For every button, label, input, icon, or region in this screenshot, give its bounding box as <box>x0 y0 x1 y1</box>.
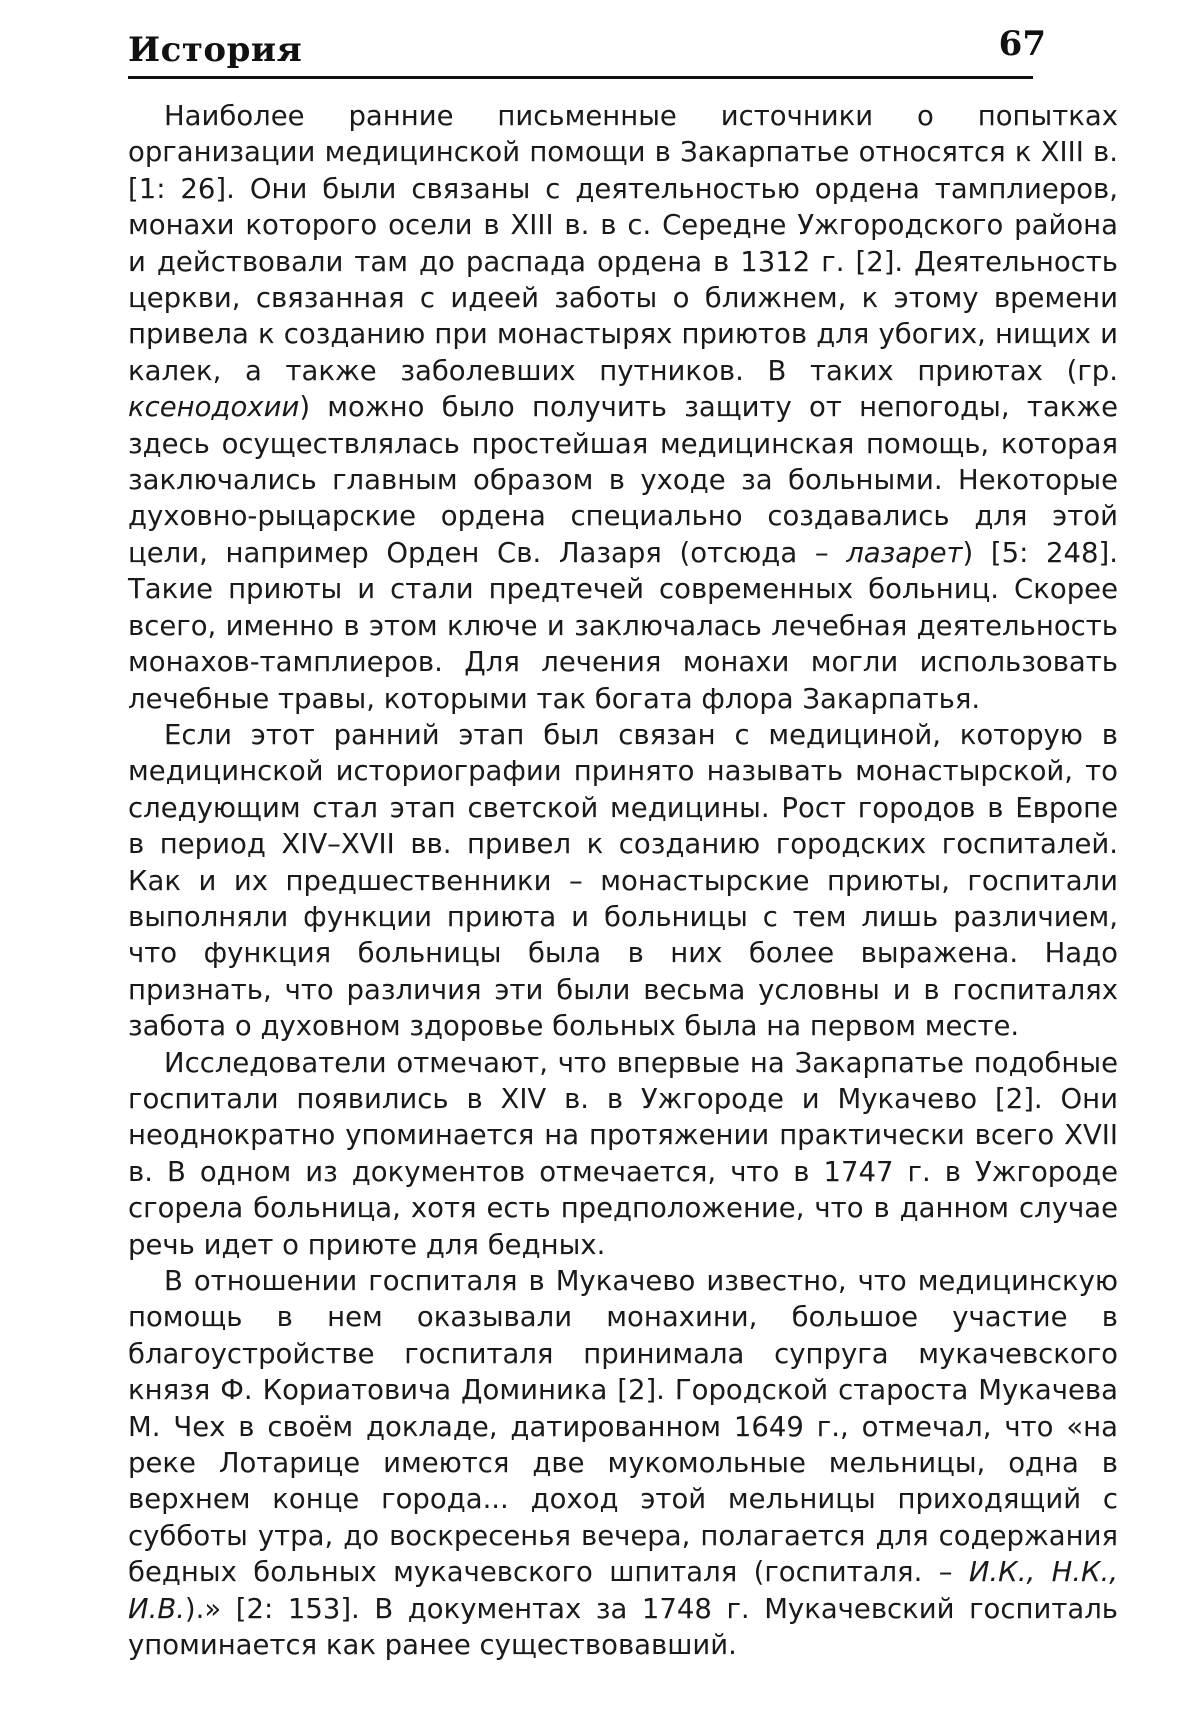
paragraph-text: Исследователи отмечают, что впервые на Закарпатье подобные госпитали появились в XIV в. в Ужгороде и Мукачево [2]. Они неоднократно упоминается на протяжении практически всего XVII в. В одном из документов отмечается, что в 1747 г. в Ужгороде сгорела больница, хотя есть предположение, что в данном случае речь идет о приюте для бедных. <box>128 1046 1118 1261</box>
paragraph <box>128 1263 1118 1663</box>
page-number: 67 <box>998 24 1046 64</box>
italic-term: И.К., Н.К., И.В. <box>128 1556 1118 1625</box>
body-text <box>128 98 1118 1663</box>
paragraph-text: Наиболее ранние письменные источники о попытках организации медицинской помощи в Закарпатье относятся к XIII в. [1: 26]. Они были связаны с деятельностью ордена тамплиеров, монахи которого осели в XIII в. в с. Середне Ужгородского района и действовали там до распада ордена в 1312 г. [2]. Деятельность церкви, связанная с идеей заботы о ближнем, к этому времени привела к созданию при монастырях приютов для убогих, нищих и калек, а также заболевших путников. В таких приютах (гр. <box>128 100 1118 387</box>
paragraph <box>128 1045 1118 1263</box>
paragraph-text: В отношении госпиталя в Мукачево известно, что медицинскую помощь в нем оказывали монахини, большое участие в благоустройстве госпиталя принимала супруга мукачевского князя Ф. Кориатовича Доминика [2]. Городской староста Мукачева М. Чех в своём докладе, датированном 1649 г., отмечал, что «на реке Лотарице имеются две мукомольные мельницы, одна в верхнем конце города... доход этой мельницы приходящий с субботы утра, до воскресенья вечера, полагается для содержания бедных больных мукачевского шпиталя (госпиталя. – <box>128 1265 1118 1589</box>
header-rule <box>128 76 1033 79</box>
paragraph-text: ).» [2: 153]. В документах за 1748 г. Мукачевский госпиталь упоминается как ранее существовавший. <box>128 1592 1118 1662</box>
paragraph-text: Если этот ранний этап был связан с медициной, которую в медицинской историографии принято называть монастырской, то следующим стал этап светской медицины. Рост городов в Европе в период XIV–XVII вв. привел к созданию городских госпиталей. Как и их предшественники – монастырские приюты, госпитали выполняли функции приюта и больницы с тем лишь различием, что функция больницы была в них более выражена. Надо признать, что различия эти были весьма условны и в госпиталях забота о духовном здоровье больных была на первом месте. <box>128 718 1118 1043</box>
paragraph-text: ) можно было получить защиту от непогоды, также здесь осуществлялась простейшая медицинская помощь, которая заключались главным образом в уходе за больными. Некоторые духовно-рыцарские ордена специально создавались для этой цели, например Орден Св. Лазаря (отсюда – <box>128 391 1118 569</box>
italic-term: ксенодохии <box>128 391 300 424</box>
paragraph <box>128 98 1118 717</box>
section-title: История <box>128 30 303 70</box>
paragraph-text: ) [5: 248]. Такие приюты и стали предтечей современных больниц. Скорее всего, именно в этом ключе и заключалась лечебная деятельность монахов-тамплиеров. Для лечения монахи могли использовать лечебные травы, которыми так богата флора Закарпатья. <box>128 536 1118 715</box>
running-head <box>128 22 1068 80</box>
italic-term: лазарет <box>846 536 963 569</box>
paragraph <box>128 717 1118 1045</box>
